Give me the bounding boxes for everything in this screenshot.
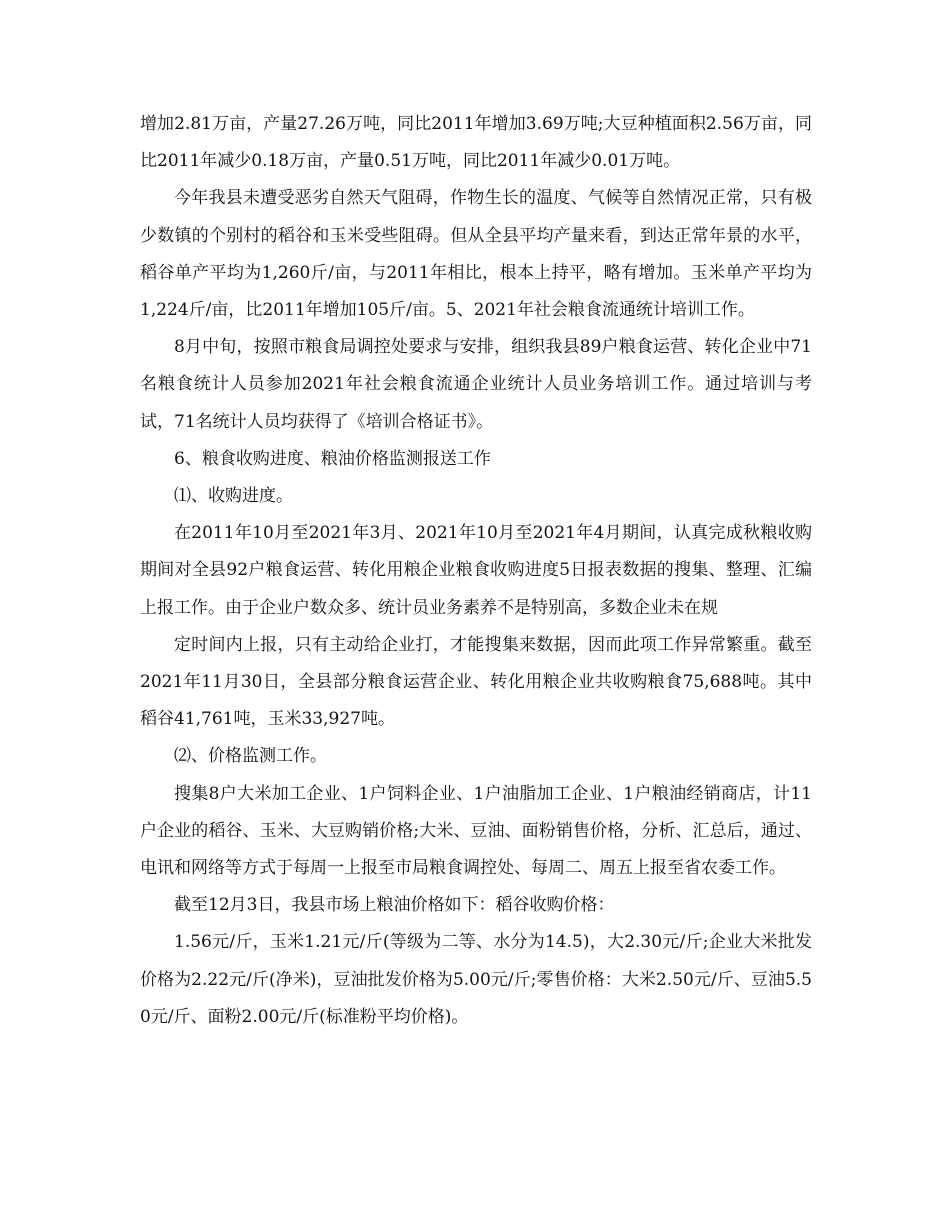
- paragraph-8: 1.56元/斤，玉米1.21元/斤(等级为二等、水分为14.5)，大2.30元/斤;企业大米批发价格为2.22元/斤(净米)，豆油批发价格为5.00元/斤;零售价格：大米2.50元/斤、豆油5.50元/斤、面粉2.00元/斤(标准粉平均价格)。: [140, 932, 812, 1027]
- paragraph-7: 截至12月3日，我县市场上粮油价格如下：稻谷收购价格：: [174, 895, 615, 916]
- subheading-purchase-progress: ⑴、收购进度。: [174, 486, 293, 507]
- paragraph-2: 今年我县未遭受恶劣自然天气阻碍，作物生长的温度、气候等自然情况正常，只有极少数镇的个别村的稻谷和玉米受些阻碍。但从全县平均产量来看，到达正常年景的水平，稻谷单产平均为1,260斤/亩，与2011年相比，根本上持平，略有增加。玉米单产平均为1,224斤/亩，比2011年增加105斤/亩。5、2021年社会粮食流通统计培训工作。: [140, 188, 812, 321]
- paragraph-5: 定时间内上报，只有主动给企业打，才能搜集来数据，因而此项工作异常繁重。截至2021年11月30日，全县部分粮食运营企业、转化用粮企业共收购粮食75,688吨。其中稻谷41,761吨，玉米33,927吨。: [140, 634, 812, 730]
- paragraph-6: 搜集8户大米加工企业、1户饲料企业、1户油脂加工企业、1户粮油经销商店，计11户企业的稻谷、玉米、大豆购销价格;大米、豆油、面粉销售价格，分析、汇总后，通过、电讯和网络等方式于每周一上报至市局粮食调控处、每周二、周五上报至省农委工作。: [140, 783, 812, 879]
- document-body: [140, 106, 812, 1036]
- subheading-price-monitoring: ⑵、价格监测工作。: [174, 746, 327, 767]
- paragraph-3: 8月中旬，按照市粮食局调控处要求与安排，组织我县89户粮食运营、转化企业中71名粮食统计人员参加2021年社会粮食流通企业统计人员业务培训工作。通过培训与考试，71名统计人员均获得了《培训合格证书》。: [140, 337, 812, 432]
- paragraph-4: 在2011年10月至2021年3月、2021年10月至2021年4月期间，认真完成秋粮收购期间对全县92户粮食运营、转化用粮企业粮食收购进度5日报表数据的搜集、整理、汇编上报工作。由于企业户数众多、统计员业务素养不是特别高，多数企业未在规: [140, 523, 812, 618]
- paragraph-1: 增加2.81万亩，产量27.26万吨，同比2011年增加3.69万吨;大豆种植面积2.56万亩，同比2011年减少0.18万亩，产量0.51万吨，同比2011年减少0.01万吨。: [140, 114, 812, 172]
- section-heading-6: 6、粮食收购进度、粮油价格监测报送工作: [174, 448, 491, 469]
